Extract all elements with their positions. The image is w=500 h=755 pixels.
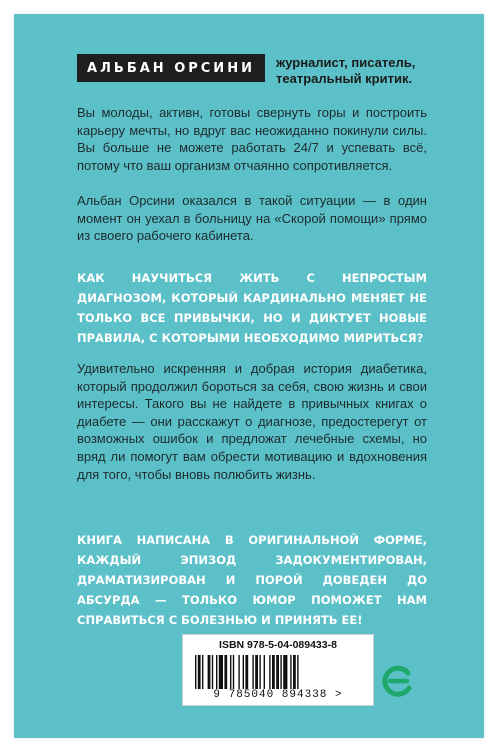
barcode-box xyxy=(182,634,374,706)
author-name-box xyxy=(77,54,265,82)
book-back-cover xyxy=(14,14,484,738)
headline-question: КАК НАУЧИТЬСЯ ЖИТЬ С НЕПРОСТЫМ ДИАГНОЗОМ, КОТОРЫЙ КАРДИНАЛЬНО МЕНЯЕТ НЕ ТОЛЬКО ВСЕ ПРИВЫЧКИ, НО И ДИКТУЕТ НОВЫЕ ПРАВИЛА, С КОТОРЫМИ НЕОБХОДИМО МИРИТЬСЯ? xyxy=(77,271,427,345)
author-description xyxy=(276,55,476,87)
author-name: АЛЬБАН ОРСИНИ xyxy=(87,60,255,76)
barcode-bars xyxy=(195,655,363,689)
publisher-logo-icon xyxy=(380,664,414,698)
isbn-number: ISBN 978-5-04-089433-8 xyxy=(219,639,337,651)
headline-summary: КНИГА НАПИСАНА В ОРИГИНАЛЬНОЙ ФОРМЕ, КАЖДЫЙ ЭПИЗОД ЗАДОКУМЕНТИРОВАН, ДРАМАТИЗИРОВАН И ПОРОЙ ДОВЕДЕН ДО АБСУРДА — ТОЛЬКО ЮМОР ПОМОЖЕТ НАМ СПРАВИТЬСЯ С БОЛЕЗНЬЮ И ПРИНЯТЬ ЕЕ! xyxy=(77,533,427,627)
barcode-digits: 9 785040 894338 > xyxy=(213,689,343,701)
paragraph-intro: Вы молоды, активн, готовы свернуть горы и построить карьеру мечты, но вдруг вас неожиданно покинули силы. Вы больше не можете работать 24/7 и успевать всё, потому что ваш организм отчаянно сопротивляется. xyxy=(77,105,427,173)
paragraph-author-story: Альбан Орсини оказался в такой ситуации — в один момент он уехал в больницу на «Скорой помощи» прямо из своего рабочего кабинета. xyxy=(77,193,427,244)
paragraph-description: Удивительно искренняя и добрая история диабетика, который продолжил бороться за себя, свою жизнь и свои интересы. Такого вы не найдете в привычных книгах о диабете — они расскажут о диагнозе, предостерегут от возможных ошибок и предложат лечебные схемы, но вряд ли помогут вам обрести мотивацию и вдохновения для того, чтобы вновь полюбить жизнь. xyxy=(77,361,427,482)
author-description-line2: театральный критик. xyxy=(276,71,413,86)
author-description-line1: журналист, писатель, xyxy=(276,55,416,70)
